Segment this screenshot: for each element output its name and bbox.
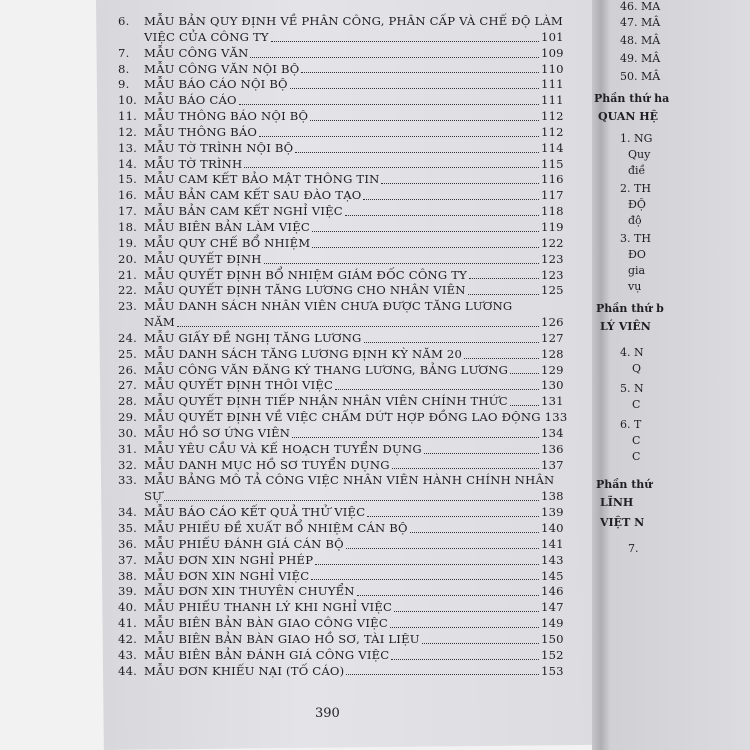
toc-entry-page: 130	[541, 378, 564, 393]
toc-entry-page: 126	[541, 315, 564, 330]
toc-entry-number: 15.	[118, 172, 138, 187]
toc-entry-number: 44.	[118, 663, 138, 678]
right-page-line: 6. T	[620, 418, 642, 431]
toc-entry-continuation	[118, 315, 563, 331]
right-page-line: 46. MA	[620, 0, 661, 13]
toc-entry	[118, 347, 563, 363]
toc-entry-title: MẪU DANH SÁCH TĂNG LƯƠNG ĐỊNH KỲ NĂM 20	[144, 346, 463, 361]
toc-entry-title: MẪU GIẤY ĐỀ NGHỊ TĂNG LƯƠNG	[144, 330, 362, 345]
toc-entry-title: MẪU QUYẾT ĐỊNH VỀ VIỆC CHẤM DỨT HỢP ĐỒNG LAO ĐỘNG	[144, 410, 541, 425]
right-page-line: VIỆT N	[600, 516, 645, 529]
toc-entry	[118, 648, 563, 664]
toc-entry	[118, 172, 563, 188]
toc-leader-dots	[392, 457, 539, 469]
toc-entry-page: 123	[541, 251, 564, 266]
right-page-line: 47. MÂ	[620, 16, 661, 29]
toc-entry-page: 125	[541, 283, 564, 298]
toc-entry-page: 134	[541, 425, 564, 440]
toc-entry-number: 35.	[118, 521, 138, 535]
toc-entry-title: MẪU ĐƠN XIN THUYÊN CHUYỂN	[144, 584, 355, 599]
toc-entry-title: MẪU CÔNG VĂN NỘI BỘ	[144, 61, 300, 76]
toc-entry	[118, 14, 563, 30]
toc-entry	[118, 569, 563, 585]
toc-entry-page: 119	[541, 219, 564, 234]
toc-entry-title-cont: VIỆC CỦA CÔNG TY	[144, 29, 269, 44]
toc-entry-title: MẪU THÔNG BÁO NỘI BỘ	[144, 109, 309, 124]
right-page-line: Phần thứ	[596, 478, 653, 491]
toc-entry-number: 33.	[118, 473, 138, 488]
right-page-text	[594, 0, 750, 750]
toc-leader-dots	[164, 489, 539, 501]
right-page-line: 50. MÂ	[620, 70, 661, 83]
toc-entry-number: 12.	[118, 124, 138, 139]
toc-entry-title: MẪU BÁO CÁO	[144, 93, 237, 108]
toc-entry	[118, 236, 563, 252]
toc-entry	[118, 204, 563, 220]
toc-entry-title: MẪU CÔNG VĂN	[144, 45, 249, 60]
toc-entry-number: 6.	[118, 14, 130, 28]
toc-entry-title: MẪU BIÊN BẢN BÀN GIAO CÔNG VIỆC	[144, 616, 388, 631]
toc-entry-page: 136	[541, 441, 564, 456]
toc-entry	[118, 62, 563, 78]
toc-entry	[118, 363, 563, 379]
toc-entry-number: 8.	[118, 61, 130, 76]
toc-entry-number: 31.	[118, 441, 138, 456]
toc-entry	[118, 505, 563, 521]
toc-entry-title: MẪU DANH SÁCH NHÂN VIÊN CHƯA ĐƯỢC TĂNG LƯƠNG	[144, 299, 513, 314]
toc-entry-page: 145	[541, 568, 564, 583]
toc-entry-number: 25.	[118, 346, 138, 361]
toc-leader-dots	[367, 505, 539, 517]
toc-entry	[118, 331, 563, 347]
toc-entry	[118, 410, 568, 426]
toc-entry-title: MẪU BIÊN BẢN ĐÁNH GIÁ CÔNG VIỆC	[144, 647, 390, 662]
toc-entry	[118, 442, 563, 458]
toc-entry-page: 127	[541, 330, 564, 345]
toc-entry-page: 116	[541, 172, 564, 187]
toc-entry-page: 111	[541, 93, 564, 108]
toc-entry	[118, 553, 563, 569]
toc-leader-dots	[250, 46, 539, 58]
toc-entry	[118, 521, 563, 537]
toc-leader-dots	[345, 204, 539, 216]
toc-entry-number: 16.	[118, 188, 138, 203]
toc-entry-number: 18.	[118, 219, 138, 234]
toc-entry-page: 122	[541, 235, 564, 250]
right-page-line: Phần thứ b	[596, 302, 664, 315]
toc-entry-title: MẪU TỜ TRÌNH NỘI BỘ	[144, 140, 294, 155]
toc-entry-title: MẪU TỜ TRÌNH	[144, 156, 243, 171]
toc-entry-title: MẪU ĐƠN XIN NGHỈ VIỆC	[144, 568, 310, 583]
toc-entry	[118, 77, 563, 93]
toc-entry	[118, 537, 563, 553]
toc-entry-page: 149	[541, 616, 564, 631]
toc-entry-title: MẪU DANH MỤC HỒ SƠ TUYỂN DỤNG	[144, 457, 390, 472]
toc-entry-number: 26.	[118, 362, 138, 377]
toc-leader-dots	[422, 632, 539, 644]
toc-entry	[118, 584, 563, 600]
toc-entry	[118, 220, 563, 236]
toc-entry-number: 40.	[118, 600, 138, 615]
toc-leader-dots	[381, 172, 539, 184]
toc-leader-dots	[468, 283, 539, 295]
toc-entry	[118, 125, 563, 141]
toc-entry	[118, 378, 563, 394]
toc-entry-number: 29.	[118, 410, 138, 425]
right-page-line: điề	[628, 164, 646, 177]
right-page-line: vụ	[628, 280, 642, 293]
toc-leader-dots	[239, 93, 539, 105]
right-page-line: Quy	[628, 148, 651, 161]
toc-entry-page: 147	[541, 600, 564, 615]
right-page-line: Phần thứ ha	[594, 92, 670, 105]
toc-entry-number: 22.	[118, 283, 138, 298]
toc-entry-title: MẪU QUY CHẾ BỔ NHIỆM	[144, 235, 311, 250]
toc-leader-dots	[510, 394, 539, 406]
toc-entry-number: 7.	[118, 45, 130, 60]
toc-entry-number: 23.	[118, 299, 138, 314]
table-of-contents	[118, 14, 568, 679]
toc-entry-title: MẪU ĐƠN KHIẾU NẠI (TỐ CÁO)	[144, 663, 345, 678]
toc-entry-number: 21.	[118, 267, 138, 282]
toc-entry-page: 123	[541, 267, 564, 282]
toc-entry	[118, 600, 563, 616]
toc-entry-title: MẪU PHIẾU ĐỀ XUẤT BỔ NHIỆM CÁN BỘ	[144, 521, 408, 535]
toc-entry	[118, 664, 563, 680]
toc-entry	[118, 394, 563, 410]
toc-entry-number: 43.	[118, 647, 138, 662]
toc-entry-title: MẪU BẢN CAM KẾT SAU ĐÀO TẠO	[144, 188, 362, 203]
toc-entry-page: 101	[541, 29, 564, 44]
toc-entry-title: MẪU QUYẾT ĐỊNH	[144, 251, 262, 266]
right-page-line: Q	[632, 362, 642, 375]
toc-entry-title: MẪU BẢN CAM KẾT NGHỈ VIỆC	[144, 204, 343, 219]
toc-entry-number: 41.	[118, 616, 138, 631]
toc-entry-title: MẪU YÊU CẦU VÀ KẾ HOẠCH TUYỂN DỤNG	[144, 441, 422, 456]
toc-entry-title: MẪU CÔNG VĂN ĐĂNG KÝ THANG LƯƠNG, BẢNG LƯƠNG	[144, 362, 509, 377]
page-number: 390	[315, 706, 340, 721]
right-page-line: 3. TH	[620, 232, 651, 245]
toc-entry-page: 139	[541, 505, 564, 520]
toc-entry-number: 17.	[118, 204, 138, 219]
toc-entry	[118, 299, 563, 315]
toc-entry	[118, 93, 563, 109]
toc-entry-page: 110	[541, 61, 564, 76]
toc-entry	[118, 616, 563, 632]
toc-leader-dots	[292, 426, 539, 438]
toc-leader-dots	[390, 616, 539, 628]
toc-entry-page: 112	[541, 109, 564, 124]
toc-entry	[118, 458, 563, 474]
toc-entry-number: 37.	[118, 552, 138, 567]
toc-entry-title: MẪU PHIẾU THANH LÝ KHI NGHỈ VIỆC	[144, 600, 393, 615]
toc-entry-page: 146	[541, 584, 564, 599]
toc-leader-dots	[363, 188, 539, 200]
right-page-line: 48. MÂ	[620, 34, 661, 47]
toc-entry-title: MẪU BÁO CÁO NỘI BỘ	[144, 77, 288, 92]
toc-entry-page: 128	[541, 346, 564, 361]
right-page-line: C	[632, 450, 641, 463]
toc-entry-number: 39.	[118, 584, 138, 599]
toc-entry-page: 129	[541, 362, 564, 377]
toc-entry-title: MẪU ĐƠN XIN NGHỈ PHÉP	[144, 552, 314, 567]
toc-leader-dots	[290, 77, 539, 89]
toc-entry-page: 143	[541, 552, 564, 567]
toc-leader-dots	[310, 109, 539, 121]
toc-leader-dots	[259, 125, 539, 137]
toc-entry	[118, 188, 563, 204]
toc-entry-page: 114	[541, 140, 564, 155]
toc-entry-title-cont: NĂM	[144, 315, 175, 330]
toc-entry-continuation	[118, 30, 563, 46]
toc-entry	[118, 109, 563, 125]
toc-entry-number: 20.	[118, 251, 138, 266]
toc-entry-continuation	[118, 489, 563, 505]
toc-entry-title: MẪU QUYẾT ĐỊNH THÔI VIỆC	[144, 378, 334, 393]
toc-entry-title: MẪU BẢNG MÔ TẢ CÔNG VIỆC NHÂN VIÊN HÀNH CHÍNH NHÂN	[144, 473, 555, 488]
toc-leader-dots	[357, 584, 539, 596]
toc-entry-title: MẪU THÔNG BÁO	[144, 124, 258, 139]
toc-entry-number: 19.	[118, 235, 138, 250]
toc-entry	[118, 268, 563, 284]
toc-leader-dots	[271, 30, 539, 42]
right-page-line: 4. N	[620, 346, 644, 359]
toc-leader-dots	[301, 61, 539, 73]
toc-entry-title: MẪU PHIẾU ĐÁNH GIÁ CÁN BỘ	[144, 536, 344, 551]
toc-entry-page: 111	[541, 77, 564, 92]
toc-entry	[118, 46, 563, 62]
toc-leader-dots	[394, 600, 539, 612]
right-page-line: C	[632, 398, 641, 411]
toc-entry	[118, 283, 563, 299]
toc-entry-page: 153	[541, 663, 564, 678]
toc-entry-number: 42.	[118, 631, 138, 646]
right-page-line: 49. MÂ	[620, 52, 661, 65]
right-page-line: độ	[628, 214, 642, 227]
toc-entry-number: 32.	[118, 457, 138, 472]
toc-entry-title: MẪU HỒ SƠ ỨNG VIÊN	[144, 425, 291, 440]
toc-entry-title: MẪU QUYẾT ĐỊNH BỔ NHIỆM GIÁM ĐỐC CÔNG TY	[144, 267, 467, 282]
toc-entry-number: 38.	[118, 568, 138, 583]
right-page-line: ĐỘ	[628, 198, 646, 211]
toc-entry-page: 131	[541, 394, 564, 409]
toc-entry-title: MẪU QUYẾT ĐỊNH TIẾP NHẬN NHÂN VIÊN CHÍNH THỨC	[144, 394, 508, 409]
toc-entry-number: 36.	[118, 536, 138, 551]
toc-leader-dots	[244, 156, 539, 168]
toc-entry-page: 117	[541, 188, 564, 203]
toc-leader-dots	[391, 648, 539, 660]
toc-leader-dots	[469, 267, 539, 279]
toc-leader-dots	[295, 141, 539, 153]
toc-entry	[118, 157, 563, 173]
toc-entry-page: 140	[541, 521, 564, 535]
toc-entry-page: 138	[541, 489, 564, 504]
toc-entry-number: 24.	[118, 330, 138, 345]
toc-entry-page: 118	[541, 204, 564, 219]
toc-entry-page: 133	[544, 410, 568, 425]
right-page-line: LĨNH	[600, 496, 634, 509]
toc-entry	[118, 141, 563, 157]
toc-leader-dots	[346, 663, 539, 675]
toc-entry	[118, 252, 563, 268]
toc-entry-number: 27.	[118, 378, 138, 393]
toc-entry-number: 11.	[118, 109, 138, 124]
toc-entry-page: 141	[541, 536, 564, 551]
toc-entry-number: 28.	[118, 394, 138, 409]
toc-leader-dots	[410, 521, 539, 533]
toc-entry-title: MẪU BẢN QUY ĐỊNH VỀ PHÂN CÔNG, PHÂN CẤP VÀ CHẾ ĐỘ LÀM	[144, 14, 563, 28]
toc-entry-page: 137	[541, 457, 564, 472]
toc-entry-number: 13.	[118, 140, 138, 155]
toc-entry	[118, 426, 563, 442]
toc-entry-number: 30.	[118, 425, 138, 440]
toc-entry-title-cont: SỰ	[144, 489, 163, 504]
toc-entry-title: MẪU CAM KẾT BẢO MẬT THÔNG TIN	[144, 172, 380, 187]
toc-entry-page: 150	[541, 631, 564, 646]
toc-leader-dots	[335, 378, 539, 390]
toc-entry	[118, 632, 563, 648]
right-page-line: LÝ VIÊN	[600, 320, 651, 333]
right-page-line: 1. NG	[620, 132, 653, 145]
toc-entry-title: MẪU BÁO CÁO KẾT QUẢ THỬ VIỆC	[144, 505, 366, 520]
toc-entry	[118, 473, 563, 489]
toc-entry-number: 14.	[118, 156, 138, 171]
toc-entry-title: MẪU BIÊN BẢN BÀN GIAO HỒ SƠ, TÀI LIỆU	[144, 631, 420, 646]
toc-entry-title: MẪU QUYẾT ĐỊNH TĂNG LƯƠNG CHO NHÂN VIÊN	[144, 283, 466, 298]
toc-leader-dots	[315, 553, 539, 565]
toc-entry-number: 34.	[118, 505, 138, 520]
toc-leader-dots	[464, 347, 539, 359]
right-page-line: 7.	[628, 542, 639, 555]
toc-leader-dots	[311, 568, 539, 580]
toc-leader-dots	[264, 252, 539, 264]
toc-leader-dots	[364, 331, 539, 343]
toc-entry-page: 152	[541, 647, 564, 662]
toc-entry-number: 9.	[118, 77, 130, 92]
toc-entry-page: 109	[541, 45, 564, 60]
right-page-line: gia	[628, 264, 646, 277]
toc-entry-page: 112	[541, 124, 564, 139]
toc-leader-dots	[312, 236, 539, 248]
toc-entry-page: 115	[541, 156, 564, 171]
right-page-line: 5. N	[620, 382, 644, 395]
right-page-line: 2. TH	[620, 182, 651, 195]
toc-leader-dots	[177, 315, 539, 327]
right-page-line: QUAN HỆ	[598, 110, 659, 123]
toc-entry-title: MẪU BIÊN BẢN LÀM VIỆC	[144, 219, 310, 234]
toc-entry-number: 10.	[118, 93, 138, 108]
toc-leader-dots	[312, 220, 539, 232]
toc-leader-dots	[424, 442, 539, 454]
right-page-line: ĐO	[628, 248, 646, 261]
toc-leader-dots	[510, 362, 539, 374]
right-page-line: C	[632, 434, 641, 447]
toc-leader-dots	[346, 537, 539, 549]
